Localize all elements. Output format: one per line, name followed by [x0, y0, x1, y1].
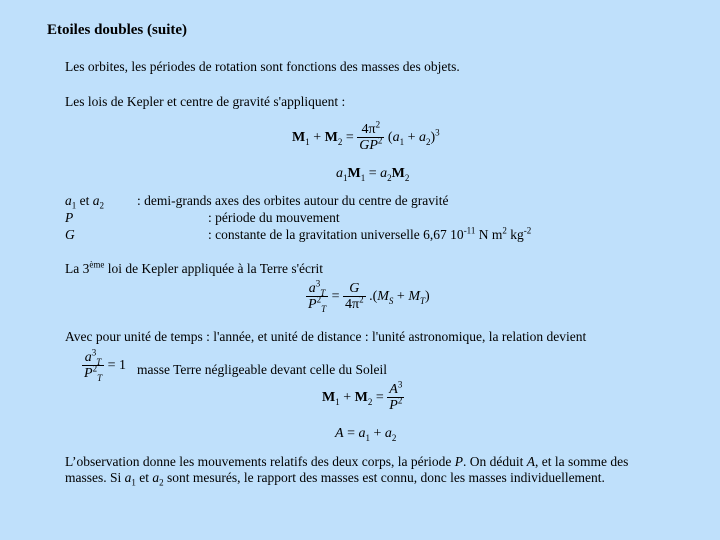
kepler-earth-equation: $\frac{a^3_T}{P^2_T}$ = $\frac{G}{4\pi^2}$ $.(M_S + M_T)$ [308, 278, 430, 315]
center-of-gravity-equation: $a_1M_1 = a_2M_2$ [336, 166, 410, 183]
final-line-2: masses. Si $a_1$ et $a_2$ sont mesurés, le rapport des masses est connu, donc les masses individuellement. [65, 470, 605, 488]
third-law-line: La 3ème loi de Kepler appliquée à la Terre s'écrit [65, 259, 324, 276]
definition-p-label: P [65, 210, 74, 225]
final-line-1: L’observation donne les mouvements relatifs des deux corps, la période P. On déduit A, et la somme des [65, 454, 629, 469]
kepler-units-equation: $\frac{a^3_T}{P^2_T}$ = 1 [84, 347, 126, 384]
definition-g-label: G [65, 227, 75, 242]
slide-title: Etoiles doubles (suite) [47, 22, 188, 38]
kepler-general-equation: $M_1 + M_2$ = $\frac{4\pi^2}{GP^2}$ $(a_1 + a_2)^3$ [292, 119, 440, 154]
units-line: Avec pour unité de temps : l'année, et unité de distance : l'unité astronomique, la relation devient [65, 329, 587, 344]
definition-g-text: : constante de la gravitation universelle 6,67 $10^{-11}$ N $m^2$ $kg^{-2}$ [208, 225, 532, 242]
definition-p-text: : période du mouvement [208, 210, 340, 225]
intro-line-1: Les orbites, les périodes de rotation sont fonctions des masses des objets. [65, 59, 460, 74]
a-sum-equation: $A = a_1 + a_2$ [335, 426, 397, 443]
definition-a-text: : demi-grands axes des orbites autour du centre de gravité [137, 193, 449, 208]
mass-sum-equation: $M_1 + M_2$ = $\frac{A^3}{P^2}$ [322, 379, 403, 414]
definition-a-label: $a_1$ et $a_2$ [65, 193, 104, 211]
earth-mass-note: masse Terre négligeable devant celle du Soleil [137, 362, 387, 377]
intro-line-2: Les lois de Kepler et centre de gravité s'appliquent : [65, 94, 346, 109]
